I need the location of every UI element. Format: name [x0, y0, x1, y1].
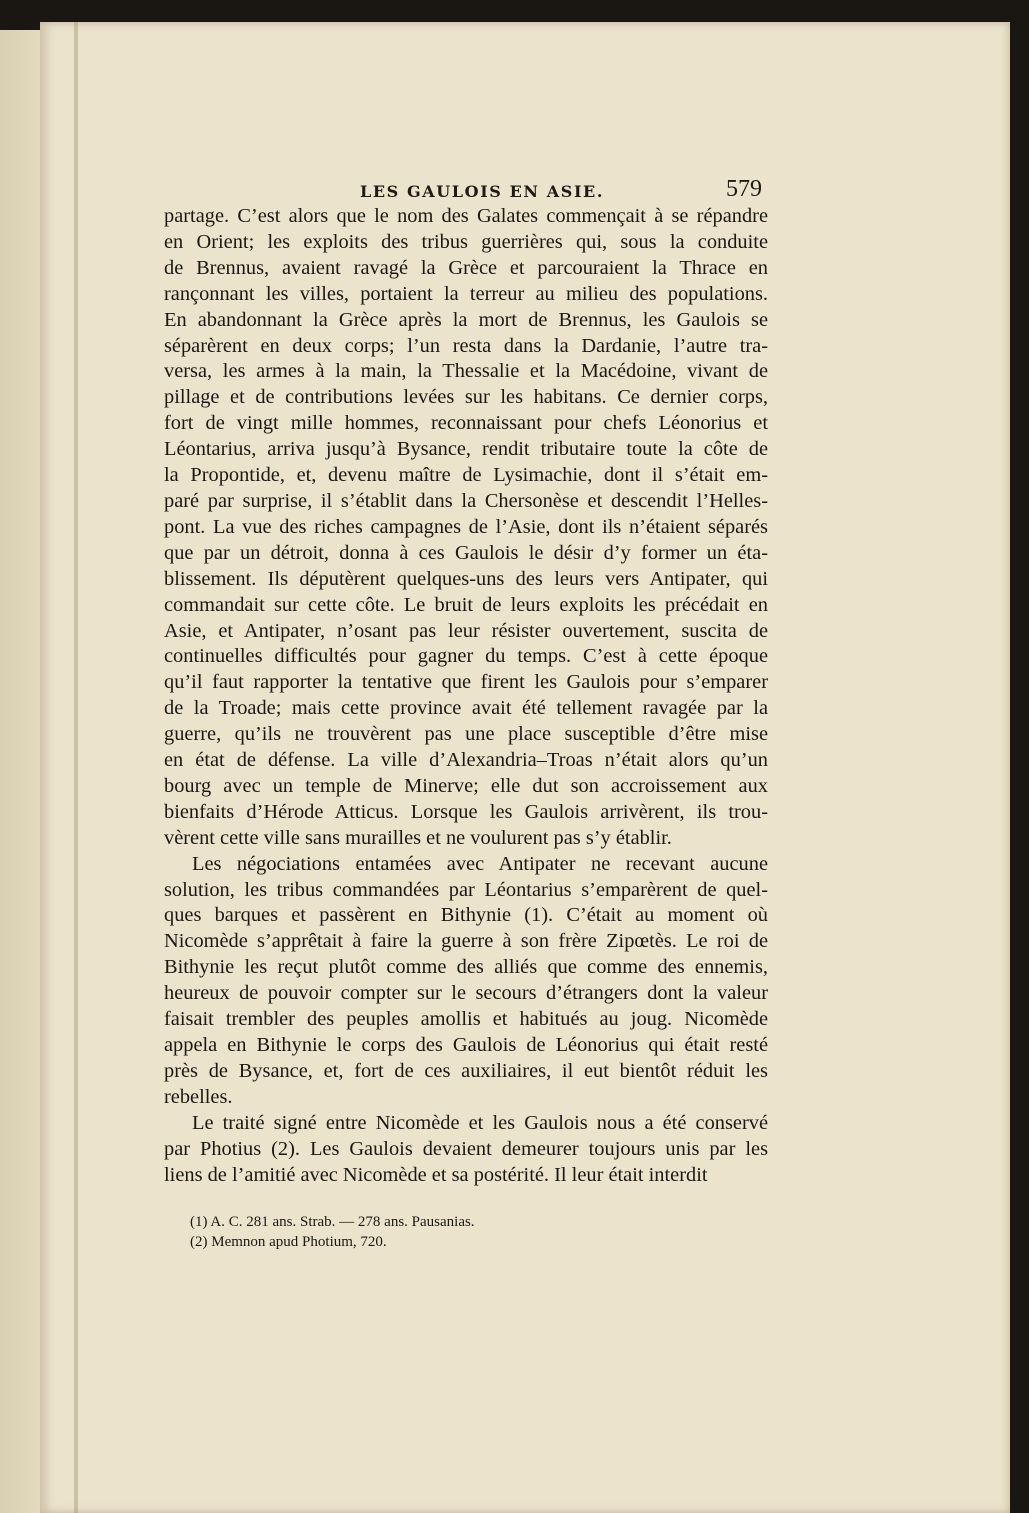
running-title: LES GAULOIS EN ASIE. [360, 182, 605, 201]
text-line: bourg avec un temple de Minerve; elle dut son accroissement aux [164, 774, 768, 797]
text-line: pillage et de contributions levées sur les habitans. Ce dernier corps, [164, 386, 768, 409]
text-line: faisait trembler des peuples amollis et habitués au joug. Nicomède [164, 1008, 768, 1031]
text-line: rançonnant les villes, portaient la terreur au milieu des populations. [164, 282, 768, 305]
text-line: partage. C’est alors que le nom des Galates commençait à se répandre [164, 205, 768, 227]
text-line: que par un détroit, donna à ces Gaulois le désir d’y former un éta- [164, 541, 768, 564]
text-line: commandait sur cette côte. Le bruit de leurs exploits les précédait en [164, 593, 768, 616]
page-gutter [74, 22, 78, 1513]
text-line: ques barques et passèrent en Bithynie (1). C’était au moment où [164, 904, 768, 927]
text-line: séparèrent en deux corps; l’un resta dans la Dardanie, l’autre tra- [164, 334, 768, 357]
text-line: de la Troade; mais cette province avait été tellement ravagée par la [164, 697, 768, 720]
text-line: Bithynie les reçut plutôt comme des alliés que comme des ennemis, [164, 956, 768, 979]
paragraph [164, 852, 768, 1111]
text-line: solution, les tribus commandées par Léontarius s’emparèrent de quel- [164, 878, 768, 901]
book-page [40, 22, 1010, 1513]
text-line: rebelles. [164, 1085, 233, 1108]
text-line: qu’il faut rapporter la tentative que firent les Gaulois pour s’emparer [164, 671, 768, 694]
text-line: versa, les armes à la main, la Thessalie et la Macédoine, vivant de [164, 360, 768, 383]
text-line: en état de défense. La ville d’Alexandria–Troas n’était alors qu’un [164, 749, 768, 772]
text-line: appela en Bithynie le corps des Gaulois de Léonorius qui était resté [164, 1034, 768, 1056]
footnote: (2) Memnon apud Photium, 720. [190, 1234, 387, 1250]
text-line: Le traité signé entre Nicomède et les Gaulois nous a été conservé [192, 1111, 768, 1134]
text-line: près de Bysance, et, fort de ces auxiliaires, il eut bientôt réduit les [164, 1059, 768, 1082]
text-line: Les négociations entamées avec Antipater ne recevant aucune [192, 852, 768, 875]
text-line: fort de vingt mille hommes, reconnaissant pour chefs Léonorius et [164, 412, 768, 435]
paragraph [164, 204, 768, 852]
text-line: blissement. Ils députèrent quelques-uns des leurs vers Antipater, qui [164, 567, 768, 590]
text-line: de Brennus, avaient ravagé la Grèce et parcouraient la Thrace en [164, 256, 768, 279]
text-line: paré par surprise, il s’établit dans la Chersonèse et descendit l’Helles- [164, 489, 768, 512]
text-line: par Photius (2). Les Gaulois devaient demeurer toujours unis par les [164, 1137, 768, 1160]
text-line: heureux de pouvoir compter sur le secours d’étrangers dont la valeur [164, 982, 768, 1005]
text-line: bienfaits d’Hérode Atticus. Lorsque les Gaulois arrivèrent, ils trou- [164, 800, 768, 823]
page-number: 579 [726, 176, 762, 202]
text-line: Nicomède s’apprêtait à faire la guerre à son frère Zipœtès. Le roi de [164, 930, 768, 953]
text-line: vèrent cette ville sans murailles et ne voulurent pas s’y établir. [164, 826, 672, 849]
text-line: en Orient; les exploits des tribus guerrières qui, sous la conduite [164, 230, 768, 253]
text-line: continuelles difficultés pour gagner du temps. C’est à cette époque [164, 645, 768, 668]
text-line: Asie, et Antipater, n’osant pas leur résister ouvertement, suscita de [164, 619, 768, 642]
body-text [164, 204, 768, 1188]
text-line: Léontarius, arriva jusqu’à Bysance, rendit tributaire toute la côte de [164, 438, 768, 461]
text-line: liens de l’amitié avec Nicomède et sa postérité. Il leur était interdit [164, 1163, 708, 1186]
footnote: (1) A. C. 281 ans. Strab. — 278 ans. Pausanias. [190, 1214, 475, 1230]
text-line: En abandonnant la Grèce après la mort de Brennus, les Gaulois se [164, 308, 768, 331]
text-line: guerre, qu’ils ne trouvèrent pas une place susceptible d’être mise [164, 723, 768, 746]
text-line: pont. La vue des riches campagnes de l’Asie, dont ils n’étaient séparés [164, 515, 768, 538]
paragraph [164, 1111, 768, 1189]
text-line: la Propontide, et, devenu maître de Lysimachie, dont il s’était em- [164, 464, 768, 487]
footnotes [190, 1212, 475, 1252]
